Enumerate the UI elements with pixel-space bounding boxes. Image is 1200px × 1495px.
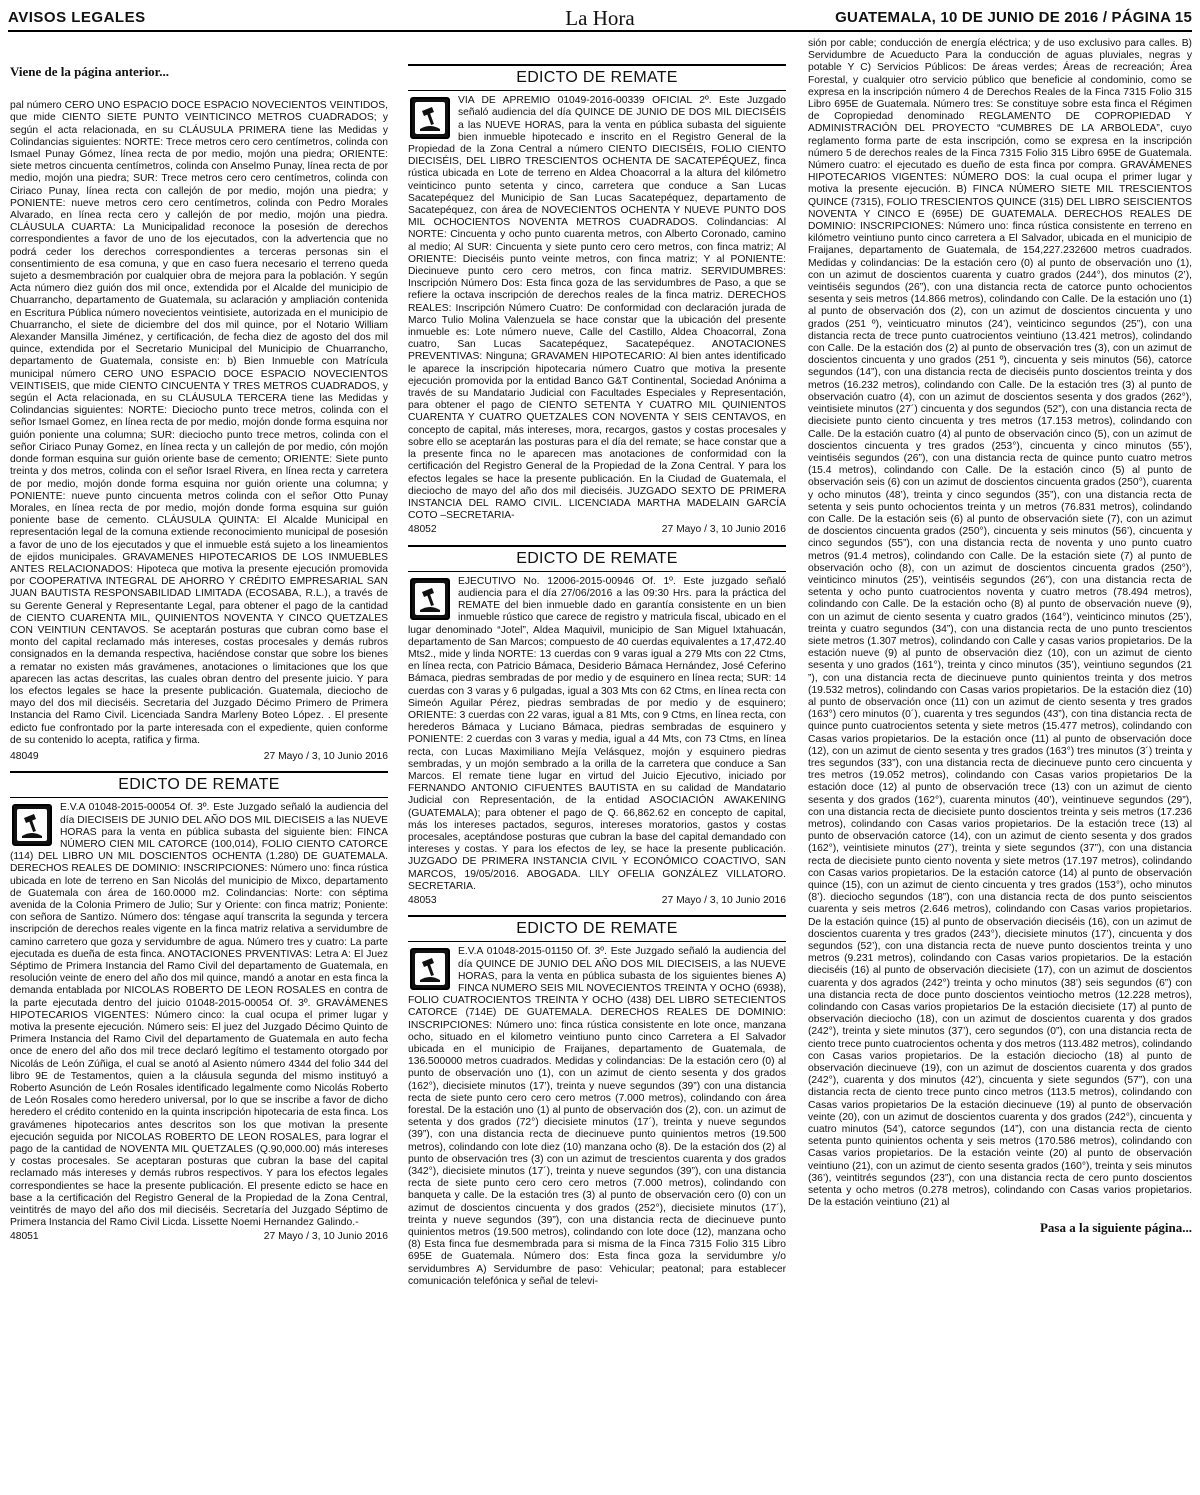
notice-footer xyxy=(10,1231,388,1243)
gavel-icon xyxy=(410,578,450,620)
edict-notice xyxy=(408,545,786,908)
notice-number: 48051 xyxy=(10,1231,39,1243)
edict-notice xyxy=(408,64,786,537)
gavel-icon xyxy=(410,948,450,990)
notice-body: E.V.A 01048-2015-01150 Of. 3º. Este Juzgado señaló la audiencia del día QUINCE DE JUNIO DEL AÑO DOS MIL DIECISEIS, a las NUEVE HORAS, para la venta en pública subasta de los siguientes bienes A) FINCA NUMERO SEIS MIL NOVECIENTOS TREINTA Y OCHO (6938), FOLIO CUATROCIENTOS TREINTA Y OCHO (438) DEL LIBRO SETECIENTOS CATORCE (714E) DE GUATEMALA. DERECHOS REALES DE DOMINIO: INSCRIPCIONES: Número uno: finca rústica consistente en lote once, manzana ocho, situado en el kilometro veintiuno punto cinco Carretera a El Salvador ubicada en el municipio de Fraijanes, departamento de Guatemala, de 136.500000 metros cuadrados. Medidas y colindancias: De la estación cero (0) al punto de observación uno (1), con un azimut de ciento sesenta y dos grados (162°), diecisiete minutos (17’), treinta y nueve segundos (39”) con una distancia recta de siete punto cero cero cero metros (7.000 metros), colindando con área forestal. De la estación uno (1) al punto de observación dos (2), con. un azimut de setenta y dos grados (72°) diecisiete minutos (17´), treinta y nueve segundos (39”), con una distancia recta de diecinueve punto quinientos metros (19.500 metros), colindando con lote diez (10) manzana ocho (8). De la estación dos (2) al punto de observación tres (3) con un azimut de trescientos cuarenta y dos grados (342°), diecisiete minutos (17´), treinta y nueve segundos (39”), con una distancia recta de siete punto cero cero cero metros (7.000 metros), colindando con banqueta y calle. De la estación tres (3) al punto de observación cero (0) con un azimut de doscientos cincuenta y dos grados (252°), diecisiete minutos (17´), treinta y nueve segundos (39”), con una distancia recta de diecinueve punto quinientos metros (19.500 metros), colindando con lote doce (12), manzana ocho (8) Esta finca fue desmembrada para si misma de la Finca 7315 Folio 315 Libro 695E de Guatemala. Número dos: Esta finca goza la servidumbre y/o servidumbres A) Servidumbre de paso: Vehicular; peatonal; para establecer comunicación telefónica y señal de televi- xyxy=(408,946,786,1287)
notice-body: EJECUTIVO No. 12006-2015-00946 Of. 1º. Este juzgado señaló audiencia para el día 27/06/2016 a las 09:30 Hrs. para la práctica del REMATE del bien inmueble dado en garantía consistente en un bien inmueble rústico que carece de registro y matricula fiscal, ubicado en el lugar denominado “Jotel”, Aldea Maquivil, municipio de San Miguel Ixtahuacán, departamento de San Marcos; compuesto de 40 cuerdas equivalentes a 17,472.40 Mts2., mide y linda NORTE: 13 cuerdas con 9 varas igual a 279 Mts con 22 Ctms, en línea recta, con Patricio Bámaca, Desiderio Bámaca Hernández, José Ceferino Bámaca, piedras sembradas de por medio y de esquinero en línea recta; SUR: 14 cuerdas con 3 varas y 6 pulgadas, igual a 303 Mts con 62 Ctms, en línea recta con Simeón Aguilar Pérez, piedras sembradas de por medio y de esquinero; ORIENTE: 3 cuerdas con 22 varas, igual a 81 Mts, con 9 Ctms, en línea recta, con herederos Bámaca y Luciano Bámaca, piedras sembradas de esquinero y PONIENTE: 2 cuerdas con 3 varas y media, igual a 44 Mts, con 73 Ctms, en línea recta, con Lucas Maximiliano Mejía Velásquez, mojón y esquinero piedras sembradas, y un mojón sembrado a la orilla de la carretera que conduce a San Marcos. El remate tiene lugar en virtud del Juicio Ejecutivo, iniciado por FERNANDO ANTONIO CIFUENTES BAUTISTA en su calidad de Mandatario Judicial con Representación, de la entidad ASOCIACIÓN AWAKENING (GUATEMALA); para obtener el pago de Q. 66,862.62 en concepto de capital, más los intereses pactados, seguros, intereses moratorios, gastos y costas procesales, aceptándose posturas que cubran la base del capital demandado con intereses y costas. Y para los efectos de ley, se hace la presente publicación. JUZGADO DE PRIMERA INSTANCIA CIVIL Y ECONÓMICO COACTIVO, SAN MARCOS, 19/05/2016. ABOGADA. LILY OFELIA GONZÁLEZ VILLATORO. SECRETARIA. xyxy=(408,575,786,892)
continued-to-label: Pasa a la siguiente página... xyxy=(1039,1219,1192,1235)
notice-dates: 27 Mayo / 3, 10 Junio 2016 xyxy=(661,895,786,906)
notice-number: 48052 xyxy=(408,524,437,536)
notice-body: VIA DE APREMIO 01049-2016-00339 OFICIAL 2º. Este Juzgado señaló audiencia del día QUINCE DE JUNIO DE DOS MIL DIECISÉIS a las NUEVE HORAS, para la venta en pública subasta del siguiente bien inmueble hipotecado e inscrito en el Registro General de la Propiedad de la Zona Central a número CIENTO DIECISÉIS, FOLIO CIENTO DIECISÉIS, DEL LIBRO TRESCIENTOS OCHENTA DE SACATEPÉQUEZ, finca rústica ubicada en Lote de terreno en Aldea Choacorral a la altura del kilómetro veinticinco punto setenta y cinco, carretera que conduce a San Lucas Sacatepéquez del Municipio de San Lucas Sacatepéquez, departamento de Sacatepéquez, con área de NOVECIENTOS OCHENTA Y NUEVE PUNTO DOS MIL OCHOCIENTOS NOVENTA METROS CUADRADOS. Colindancias: Al NORTE: Cincuenta y ocho punto cuarenta metros, con Alberto Coronado, camino al medio; Al SUR: Cincuenta y siete punto cero cero metros, con finca matriz; Al ORIENTE: Dieciséis punto veinte metros, con finca matriz; Y al PONIENTE: Diecinueve punto cero cero metros, con finca matriz. SERVIDUMBRES: Inscripción Número Dos: Esta finca goza de las servidumbres de Paso, a que se refiere la octava inscripción de derechos reales de la finca matriz. DERECHOS REALES: Inscripción Número Cuatro: De conformidad con declaración jurada de Marco Tulio Molina Valenzuela se hace constar que la ubicación del presente inmueble es: Lote número nueve, Calle del Castillo, Aldea Choacorral, Zona cuatro, San Lucas Sacatepéquez, Sacatepéquez. ANOTACIONES PREVENTIVAS: Ninguna; GRAVAMEN HIPOTECARIO: Al bien antes identificado le aparece la inscripción hipotecaria número Cuatro que motiva la presente ejecución promovida por la entidad Banco G&T Continental, Sociedad Anónima a través de su Mandatario Judicial con Facultades Especiales y Representación, para obtener el pago de CIENTO SETENTA Y CUATRO MIL QUINIENTOS CUARENTA Y CUATRO QUETZALES CON NOVENTA Y SEIS CENTAVOS, en concepto de capital, más intereses, mora, recargos, gastos y costas procesales y sobre ello se aceptarán las posturas para el día del remate; se hace constar que a la presente finca no le aparecen mas anotaciones de conformidad con la certificación del Registro General de la Propiedad de la Zona Central. Y para los efectos legales se hace la presente publicación. En la Ciudad de Guatemala, el dieciocho de mayo del año dos mil dieciséis. JUZGADO SEXTO DE PRIMERA INSTANCIA DEL RAMO CIVIL. LICENCIADA MARTHA MADELAIN GARCÍA COTO –SECRETARIA- xyxy=(408,95,786,522)
column-1 xyxy=(10,38,388,1244)
notice-title: EDICTO DE REMATE xyxy=(10,773,388,798)
masthead xyxy=(8,6,1192,32)
newspaper-logo: La Hora xyxy=(565,6,635,30)
column-3 xyxy=(808,38,1192,1234)
section-title: AVISOS LEGALES xyxy=(8,9,146,26)
notice-footer xyxy=(408,524,786,536)
notice-body: sión por cable; conducción de energía eléctrica; y de uso exclusivo para calles. B) Servidumbre de Acueducto Para la conducción de aguas pluviales, negras y potable Y C) Servicios Públicos: De áreas verdes; Áreas de recreación; Área Forestal, y cualquier otro servicio público que beneficie al condominio, como se expresa en la inscripción número 4 de Derechos Reales de la Finca 7315 Folio 315 Libro 695E de Guatemala. Número tres: Se constituye sobre esta finca el Régimen de Copropiedad denominado REGLAMENTO DE COPROPIEDAD Y ADMINISTRACIÓN DEL PROYECTO “CUMBRES DE LA ARBOLEDA”, cuyo reglamento forma parte de esta inscripción, como se expresa en la inscripción número 5 de derechos reales de la Finca 7315 Folio 315 Libro 695E de Guatemala. Número cuatro: el ejecutado es dueño de esta finca por compra. GRAVÁMENES HIPOTECARIOS VIGENTES: NÚMERO DOS: la cual ocupa el primer lugar y motiva la presente ejecución. B) FINCA NÚMERO SIETE MIL TRESCIENTOS QUINCE (7315), FOLIO TRESCIENTOS QUINCE (315) DEL LIBRO SEISCIENTOS NOVENTA Y CINCO E (695E) DE GUATEMALA. DERECHOS REALES DE DOMINIO: INSCRIPCIONES: Número uno: finca rústica consistente en terreno en kilómetro veintiuno punto cinco carretera a El Salvador, ubicada en el municipio de Fraijanes, departamento de Guatemala, de 154,227.232600 metros cuadrados. Medidas y colindancias: De la estación cero (0) al punto de observación uno (1), con un azimut de doscientos cuarenta y cuatro grados (244°), dos minutos (2’), veintiséis segundos (26”), con una distancia recta de catorce punto ochocientos sesenta y seis metros (14.866 metros), colindando con Calle. De la estación uno (1) al punto de observación dos (2), con un azimut de doscientos cincuenta y uno grados (251 º), veinticuatro minutos (24’), veinticinco segundos (25”), con una distancia recta de trece punto cuatrocientos veintiuno (13.421 metros), colindando con Calle. De la estación dos (2) al punto de observación tres (3), con un azimut de doscientos cincuenta y uno grados (251 º), cincuenta y seis minutos (56), catorce segundos (14”), con una distancia recta de dieciséis punto doscientos treinta y dos metros (16.232 metros), colindando con Calle. De la estación tres (3) al punto de observación cuatro (4), con un azimut de doscientos sesenta y dos grados (262°), veintisiete minutos (27´) cincuenta y dos segundos (52”), con una distancia recta de diecisiete punto ciento cincuenta y tres metros (17.153 metros), colindando con Calle. De la estación cuatro (4) al punto de observación cinco (5), con un azimut de doscientos cincuenta y tres grados (253°), cincuenta y cinco minutos (55’), veintiséis segundos (26”), con una distancia recta de quince punto cuatro metros (15.4 metros), colindando con Calle. De la estación cinco (5) al punto de observación seis (6) con un azimut de doscientos cincuenta grados (250°), cuarenta y ocho minutos (48’), treinta y cinco segundos (35”), con una distancia recta de setenta y seis punto ochocientos treinta y un metros (76.831 metros), colindando con Calle. De la estación seis (6) al punto de observación siete (7), con un azimut de doscientos cincuenta grados (250°), cincuenta y seis minutos (56’), cincuenta y cinco segundos (55”), con una distancia recta de noventa y uno punto cuatro metros (91.4 metros), colindando con Calle. De la estación siete (7) al punto de observación ocho (8), con un azimut de doscientos cincuenta grados (250°), veinticinco minutos (25’), veintiséis segundos (26”), con una distancia recta de setenta y ocho punto cuatrocientos noventa y cuatro metros (78.494 metros), colindando con Calle. De la estación ocho (8) al punto de observación nueve (9), con un azimut de ciento sesenta y cuatro grados (164°), veinticinco minutos (25’), treinta y cuatro segundos (34”), con una distancia recta de uno punto trescientos siete metros (1.307 metros), colindando con Calle y casas varios propietarios. De la estación nueve (9) al punto de observación diez (10), con un azimut de ciento sesenta y uno grados (161°), treinta y cinco minutos (35’), veintiuno segundos (21 ”), con una distancia recta de diecinueve punto quinientos treinta y dos metros (19.532 metros), colindando con Casas varios propietarios. De la estación diez (10) al punto de observación once (11) con un azimut de ciento sesenta y tres grados (163°) cero minutos (0´), cuarenta y tres segundos (43”), con tina distancia recta de quince punto cuatrocientos setenta y siete metros (15.477 metros), colindando con Casas varios propietarios. De la estación once (11) al punto de observación doce (12), con un azimut de ciento sesenta y tres grados (163°) tres minutos (3´) treinta y tres segundos (33”), con una distancia recta de diecinueve punto cero cincuenta y tres metros (19.052 metros), colindando con Casas varios propietarios De la estación doce (12) al punto de observación trece (13) con un azimut de ciento sesenta y dos grados (162°), cuarenta minutos (40’), veintinueve segundos (29”), con una distancia recta de diecisiete punto doscientos treinta y seis metros (17.236 metros), colindando con Casas varios propietarios. De la estación trece (13) al punto de observación catorce (14), con un azimut de ciento sesenta y dos grados (162°), veintisiete minutos (27’), treinta y siete segundos (37”), con una distancia recta de diecisiete punto ciento noventa y siete metros (17.197 metros), colindando con Casas varios propietarios. De la estación catorce (14) al punto de observación quince (15), con un azimut de ciento cincuenta y tres grados (153°), ocho minutos (8’). dieciocho segundos (18”), con una distancia recta de dos punto seiscientos cuarenta y seis metros (2.646 metros), colindando con Casas varios propietarios. De la estación quince (15) al punto de observación dieciséis (16), con un azimut de doscientos cuarenta y tres grados (243°), diecisiete minutos (17’), cincuenta y dos segundos (52’), con una distancia recta de nueve punto doscientos treinta y uno metros (9.231 metros), colindando con Casas varios propietarios. De la estación dieciséis (16) al punto de observación diecisiete (17), con un azimut de doscientos cuarenta y dos agrados (242°) treinta y ocho minutos (38’) seis segundos (6”) con una distancia recta de doce punto doscientos veintiocho metros (12.228 metros), colindando con Casas varios propietarios De la estación diecisiete (17) al punto de observación dieciocho (18), con un azimut de doscientos cuarenta y dos grados (242°), treinta y siete minutos (37’), cero segundos (0”), con una distancia recta de ciento trece punto cuatrocientos ochenta y dos metros (113.482 metros), colindando con Casas varios propietarios. De la estación dieciocho (18) al punto de observación diecinueve (19), con un azimut de doscientos cuarenta y dos grados (242°), cuarenta y dos minutos (42’), cincuenta y siete segundos (57”), con una distancia recta de ciento trece punto cinco metros (113.5 metros), colindando con Casas varios propietarios De la estación diecinueve (19) al punto de observación veinte (20), con un azimut de doscientos cuarenta y dos grados (242°), cincuenta y cuatro minutos (54’), catorce segundos (14”), con una distancia recta de ciento setenta punto quinientos ochenta y seis metros (170.586 metros), colindando con Casas varios propietarios. De la estación veinte (20) al punto de observación veintiuno (21), con un azimut de ciento sesenta grados (160°), treinta y seis minutos (36’), veintitrés segundos (23”), con una distancia recta de cero punto doscientos setenta y ocho metros (0.278 metros), colindando con Casas varios propietarios. De la estación veintiuno (21) al xyxy=(808,38,1192,1209)
notice-dates: 27 Mayo / 3, 10 Junio 2016 xyxy=(263,750,388,762)
notice-footer xyxy=(408,895,786,907)
notice-number: 48049 xyxy=(10,750,39,762)
gavel-icon xyxy=(12,804,52,846)
notice-body: E.V.A 01048-2015-00054 Of. 3º. Este Juzgado señaló la audiencia del día DIECISEIS DE JUNIO DEL AÑO DOS MIL DIECISEIS a las NUEVE HORAS para la venta en pública subasta del siguiente bien: FINCA NÚMERO CIEN MIL CATORCE (100,014), FOLIO CIENTO CATORCE (114) DEL LIBRO UN MIL DOSCIENTOS OCHENTA (1.280) DE GUATEMALA. DERECHOS REALES DE DOMINIO: INSCRIPCIONES: Número uno: finca rústica ubicada en lote de terreno en San Nicolás del municipio de Mixco, departamento de Guatemala con área de 160.0000 m2. Colindancias: Norte: con séptima avenida de la Colonia Primero de Julio; Sur y Oriente: con finca matriz; Poniente: con señora de Santizo. Número dos: téngase aquí transcrita la segunda y tercera inscripción de derechos reales vigente en la finca matriz relativa a servidumbre de camino carretero que goza y servidumbre de agua. Número tres y cuatro: La parte ejecutada es dueña de esta finca. ANOTACIONES PRVENTIVAS: Letra A: El Juez Séptimo de Primera Instancia del Ramo Civil del departamento de Guatemala, en resolución veinte de enero del año dos mil quince, mandó a anotar en esta finca la demanda entablada por NICOLAS ROBERTO DE LEON ROSALES en contra de la parte ejecutada dentro del juicio 01048-2015-00054 Of. 3º. GRAVÁMENES HIPOTECARIOS VIGENTES: Número cinco: la cual ocupa el primer lugar y motiva la presente ejecución. Número seis: El juez del Juzgado Décimo Quinto de Primera Instancia del Ramo Civil del departamento de Guatemala en auto fecha once de enero del año dos mil trece declaró legítimo el testamento otorgado por Nicolás de León Zúñiga, el cual se anotó al Asiento número 4344 del folio 344 del libro 9E de Testamentos, quien a la cláusula segunda del mismo instituyó a Roberto Asunción de León Rosales identificado legalmente como Nicolás Roberto de León Rosales como heredero universal, por lo que se inscribe a favor de dicho heredero el crédito contenido en la quinta inscripción hipotecaria de esta finca. Los gravámenes hipotecarios antes descritos son los que motivan la presente ejecución seguida por NICOLAS ROBERTO DE LEON ROSALES, para lograr el pago de la cantidad de NOVENTA MIL QUETZALES (Q.90,000.00) más intereses y costas procesales. Se aceptaran posturas que cubran la base del capital reclamado más intereses y demás rubros respectivos. Y para los efectos legales correspondientes se hace la presente publicación. El presente edicto se hace en base a la certificación del Registro General de la Propiedad de la Zona Central, veintitrés de mayo del año dos mil dieciséis. Secretaría del Juzgado Séptimo de Primera Instancia del Ramo Civil Licda. Lissette Noemi Hernandez Galindo.- xyxy=(10,802,388,1229)
notice-dates: 27 Mayo / 3, 10 Junio 2016 xyxy=(263,1231,388,1243)
continued-from-label: Viene de la página anterior... xyxy=(10,64,170,79)
notice-number: 48053 xyxy=(408,895,437,906)
notice-dates: 27 Mayo / 3, 10 Junio 2016 xyxy=(661,524,786,536)
column-2 xyxy=(408,64,786,1288)
edict-notice xyxy=(408,915,786,1288)
notice-footer xyxy=(10,751,388,763)
edict-notice xyxy=(10,771,388,1244)
dateline: GUATEMALA, 10 DE JUNIO DE 2016 / PÁGINA 15 xyxy=(835,9,1192,26)
gavel-icon xyxy=(410,97,450,139)
notice-title: EDICTO DE REMATE xyxy=(408,547,786,572)
notice-title: EDICTO DE REMATE xyxy=(408,66,786,91)
notice-body: pal número CERO UNO ESPACIO DOCE ESPACIO NOVECIENTOS VEINTIDOS, que mide CIENTO SIETE PUNTO VEINTICINCO METROS CUADRADOS; y según el acta relacionada, en su CLÁUSULA PRIMERA tiene las Medidas y Colindancias siguientes: NORTE: Trece metros cero cero centímetros, colinda con Ismael Punay Gómez, línea recta de por medio, mojón una piedra; ORIENTE: siete metros cincuenta centímetros, colinda con Anselmo Punay, línea recta de por medio, mojón una piedra; SUR: Trece metros cero cero centímetros, colinda con Ciriaco Punay, línea recta con callejón de por medio, mojón una piedra; y PONIENTE: nueve metros cero cero centímetros, colinda con Pedro Morales Alvarado, en línea recta cero y callejón de por medio, mojón una piedra. CLÁUSULA CUARTA: La Municipalidad reconoce la posesión de derechos correspondientes a favor de uno de los ejecutados, con la advertencia que no podrá ceder los derechos correspondientes a terceras personas sin el consentimiento de esa comuna, y que en caso fuera necesario el terreno queda sujeto a desmembración por cualquier obra de mejora para la población. Y según Acta número diez guión dos mil once, extendida por el Alcalde del municipio de Chuarrancho, departamento de Guatemala, su aclaración y ampliación contenida en Escritura Pública número novecientos veintisiete, autorizada en el municipio de Chuarrancho, el siete de diciembre del dos mil quince, por el Notario William Alexander Mansilla Jiménez, y certificación, de fecha diez de agosto del dos mil quince, extendida por el Secretario Municipal del Municipio de Chuarrancho, departamento de Guatemala, consiste en: b) Bien Inmueble con Matrícula municipal número CERO UNO ESPACIO DOCE ESPACIO NOVECIENTOS VEINTISEIS, que mide CIENTO CINCUENTA Y TRES METROS CUADRADOS, y según el Acta relacionada, en su CLÁUSULA TERCERA tiene las Medidas y Colindancias siguientes: NORTE: Dieciocho punto trece metros, colinda con el señor Ismael Gomez, en línea recta de por medio, mojón donde forma esquina nor guión poniente una columna; SUR: dieciocho punto trece metros, colinda con el señor Ciriaco Punay Gomez, en línea recta y un callejón de por medio, cón mojón donde forman esquina sur guión oriente base de cemento; ORIENTE: Siete punto treinta y dos metros, colinda con el señor Israel Rivera, en línea recta y carretera de por medio, mojón donde forma esquina nor guión oriente una columna; y PONIENTE: nueve punto cincuenta metros colinda con el señor Otto Punay Morales, en línea recta de por medio, mojón donde forma esquina sur guión poniente base de cemento. CLÁUSULA QUINTA: El Alcalde Municipal en representación legal de la comuna extiende reconocimiento municipal de posesión a favor de uno de los ejecutados y que el inmueble está sujeto a los lineamientos de ejidos municipales. GRAVAMENES HIPOTECARIOS DE LOS INMUEBLES ANTES RELACIONADOS: Hipoteca que motiva la presente ejecución promovida por COOPERATIVA INTEGRAL DE AHORRO Y CRÉDITO EMPRESARIAL SAN JUAN BAUTISTA RESPONSABILIDAD LIMITADA (ECOSABA, R.L.), a través de su Gerente General y Representante Legal, para obtener el pago de la cantidad de CIENTO CUARENTA MIL, QUINIENTOS NOVENTA Y CINCO QUETZALES CON VEINTIUN CENTAVOS. Se aceptarán posturas que cubran como base el monto del capital reclamado más intereses, costas procesales y demás rubros consignados en la demanda respectiva, haciéndose constar que sobre los bienes a rematar no existen más gravámenes, anotaciones o limitaciones que los que aparecen las actas descritas, las cuales obran dentro del presente juicio. Y para los efectos legales se hace la presente publicación. Guatemala, dieciocho de mayo del dos mil dieciséis. Secretaria del Juzgado Décimo Primero de Primera Instancia del Ramo Civil. Licenciada Sandra Marleny Boteo López. . El presente edicto fue confrontado por la parte interesada con el expediente, quien conforme de su contenido lo acepta, ratifica y firma. xyxy=(10,100,388,746)
notice-title: EDICTO DE REMATE xyxy=(408,917,786,942)
